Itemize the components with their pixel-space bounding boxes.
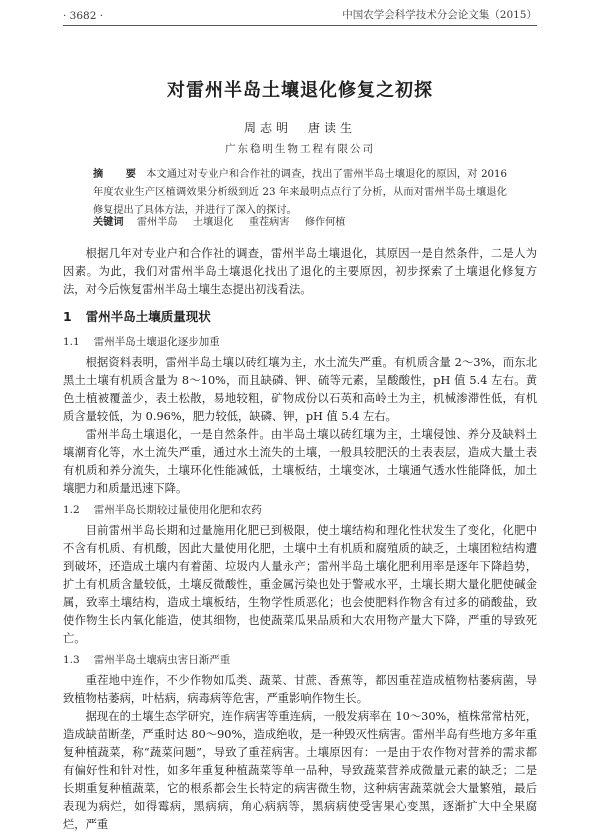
section-number: 1 — [63, 309, 72, 324]
abstract — [93, 165, 507, 220]
keywords — [93, 213, 507, 228]
subsection-heading — [63, 651, 537, 669]
section-heading — [63, 308, 537, 326]
paragraph: 雷州半岛土壤退化，一是自然条件。由半岛土壤以砖红壤为主，土壤侵蚀、养分及缺料土壤潮育化等，水土流失严重，通过水土流失的土壤，一般具较肥沃的土表表层，造成大量土表有机质和养分流失，土壤环化性能减低，土壤板结，土壤变冰，土壤通气透水性能降低，加土壤肥力和质量迅速下降。 — [63, 428, 537, 495]
section-title: 雷州半岛土壤质量现状 — [85, 309, 211, 324]
paragraph: 目前雷州半岛长期和过量施用化肥已到极限，使土壤结构和理化性状发生了变化，化肥中不含有机质、有机酸，因此大量使用化肥，土壤中土有机质和腐殖质的缺乏，土壤团粒结构遭到破坏，还造成土壤内有着菌、垃圾内人量永产；雷州半岛土壤化肥利用率是逐年下降趋势，扩土有机质含量较低，土壤反微酸性，重金属污染也处于警戒水平，土壤长期大量化肥使碱金属，致率土壤结构，造成土壤板结，生物学性质恶化；也会使肥料作物含有过多的硝酸盐，致使作物生长内氧化能造，使其细物，也使蔬菜瓜果品质和大农用物产量大下降，严重的导致死亡。 — [63, 524, 537, 645]
subsection-number: 1.1 — [63, 336, 80, 348]
keyword: 土壤退化 — [192, 217, 234, 228]
subsection-heading — [63, 333, 537, 351]
paragraph: 据现在的土壤生态学研究，连作病害等重连病，一般发病率在 10～30%，植株常常枯死，造成缺苗断垄，严重时达 80～90%，造成绝收，是一种毁灭性病害。雷州半岛有些地方多年重复种植蔬菜，称“蔬菜问题”，导致了重茬病害。土壤原因有：一是由于农作物对营养的需求都有偏好性和针对性，如多年重复种植蔬菜等单一品种，导致蔬菜营养成微量元素的缺乏；二是长期重复种植蔬菜，它的根系都会生长特定的病害微生物，这种病害蔬菜就会大量繁殖，最后表现为病烂，如得霉病，黑病病，角心病病等，黑病病使受害果心变黑，逐渐扩大中全果腐烂，严重 — [63, 710, 537, 831]
running-header — [63, 0, 537, 22]
keyword: 重茬病害 — [248, 217, 290, 228]
paragraph: 重茬地中连作，不少作物如瓜类、蔬菜、甘蔗、香蕉等，都因重茬造成植物枯萎病菌，导致植物枯萎病，叶枯病，病毒病等危害，严重影响作物生长。 — [63, 674, 537, 705]
subsection-heading — [63, 501, 537, 519]
subsection-title: 雷州半岛土壤病虫害日渐严重 — [93, 654, 231, 666]
paper-title: 对雷州半岛土壤退化修复之初探 — [167, 80, 433, 101]
keyword: 修作何植 — [304, 217, 346, 228]
subsection-number: 1.2 — [63, 504, 80, 516]
paper-affiliation: 广东稳明生物工程有限公司 — [225, 143, 375, 155]
subsection-number: 1.3 — [63, 654, 80, 666]
header-rule — [63, 25, 537, 26]
paper-authors: 周志明 唐读生 — [243, 121, 356, 135]
intro-paragraph: 根据几年对专业户和合作社的调查，雷州半岛土壤退化，其原因一是自然条件，二是人为因素。为此，我们对雷州半岛土壤退化找出了退化的主要原因，初步探索了土壤退化修复方法，对今后恢复雷州半岛土壤生态提出初浅看法。 — [63, 247, 537, 296]
body-text — [63, 245, 537, 834]
keyword: 雷州半岛 — [136, 217, 178, 228]
subsection-title: 雷州半岛长期较过量使用化肥和农药 — [93, 504, 262, 516]
keywords-label: 关键词 — [93, 216, 124, 228]
abstract-label: 摘 要 — [93, 168, 143, 180]
page-number: · 3682 · — [63, 10, 104, 22]
subsection-title: 雷州半岛土壤退化逐步加重 — [93, 336, 220, 348]
paragraph: 根据资料表明，雷州半岛土壤以砖红壤为主，水土流失严重。有机质含量 2～3%，而东北黑土土壤有机质含量为 8～10%，而且缺磷、钾、硫等元素，呈酸酸性，pH 值 5.4 左右。黄色土植被覆盖少，表土松散，易地较粗，矿物成份以石英和高岭土为主，机械渗滞性低，有机质含量较低，为 0.96%，肥力较低，缺磷、钾，pH 值 5.4 左右。 — [63, 356, 537, 423]
abstract-text: 本文通过对专业户和合作社的调查，找出了雷州半岛土壤退化的原因，对 2016 年度农业生产区植调效果分析级到近 23 年来最明点点行了分析，从而对雷州半岛土壤退化修复提出了具体方法，并进行了深入的探讨。 — [93, 169, 507, 216]
journal-name: 中国农学会科学技术分会论文集（2015） — [342, 9, 537, 21]
